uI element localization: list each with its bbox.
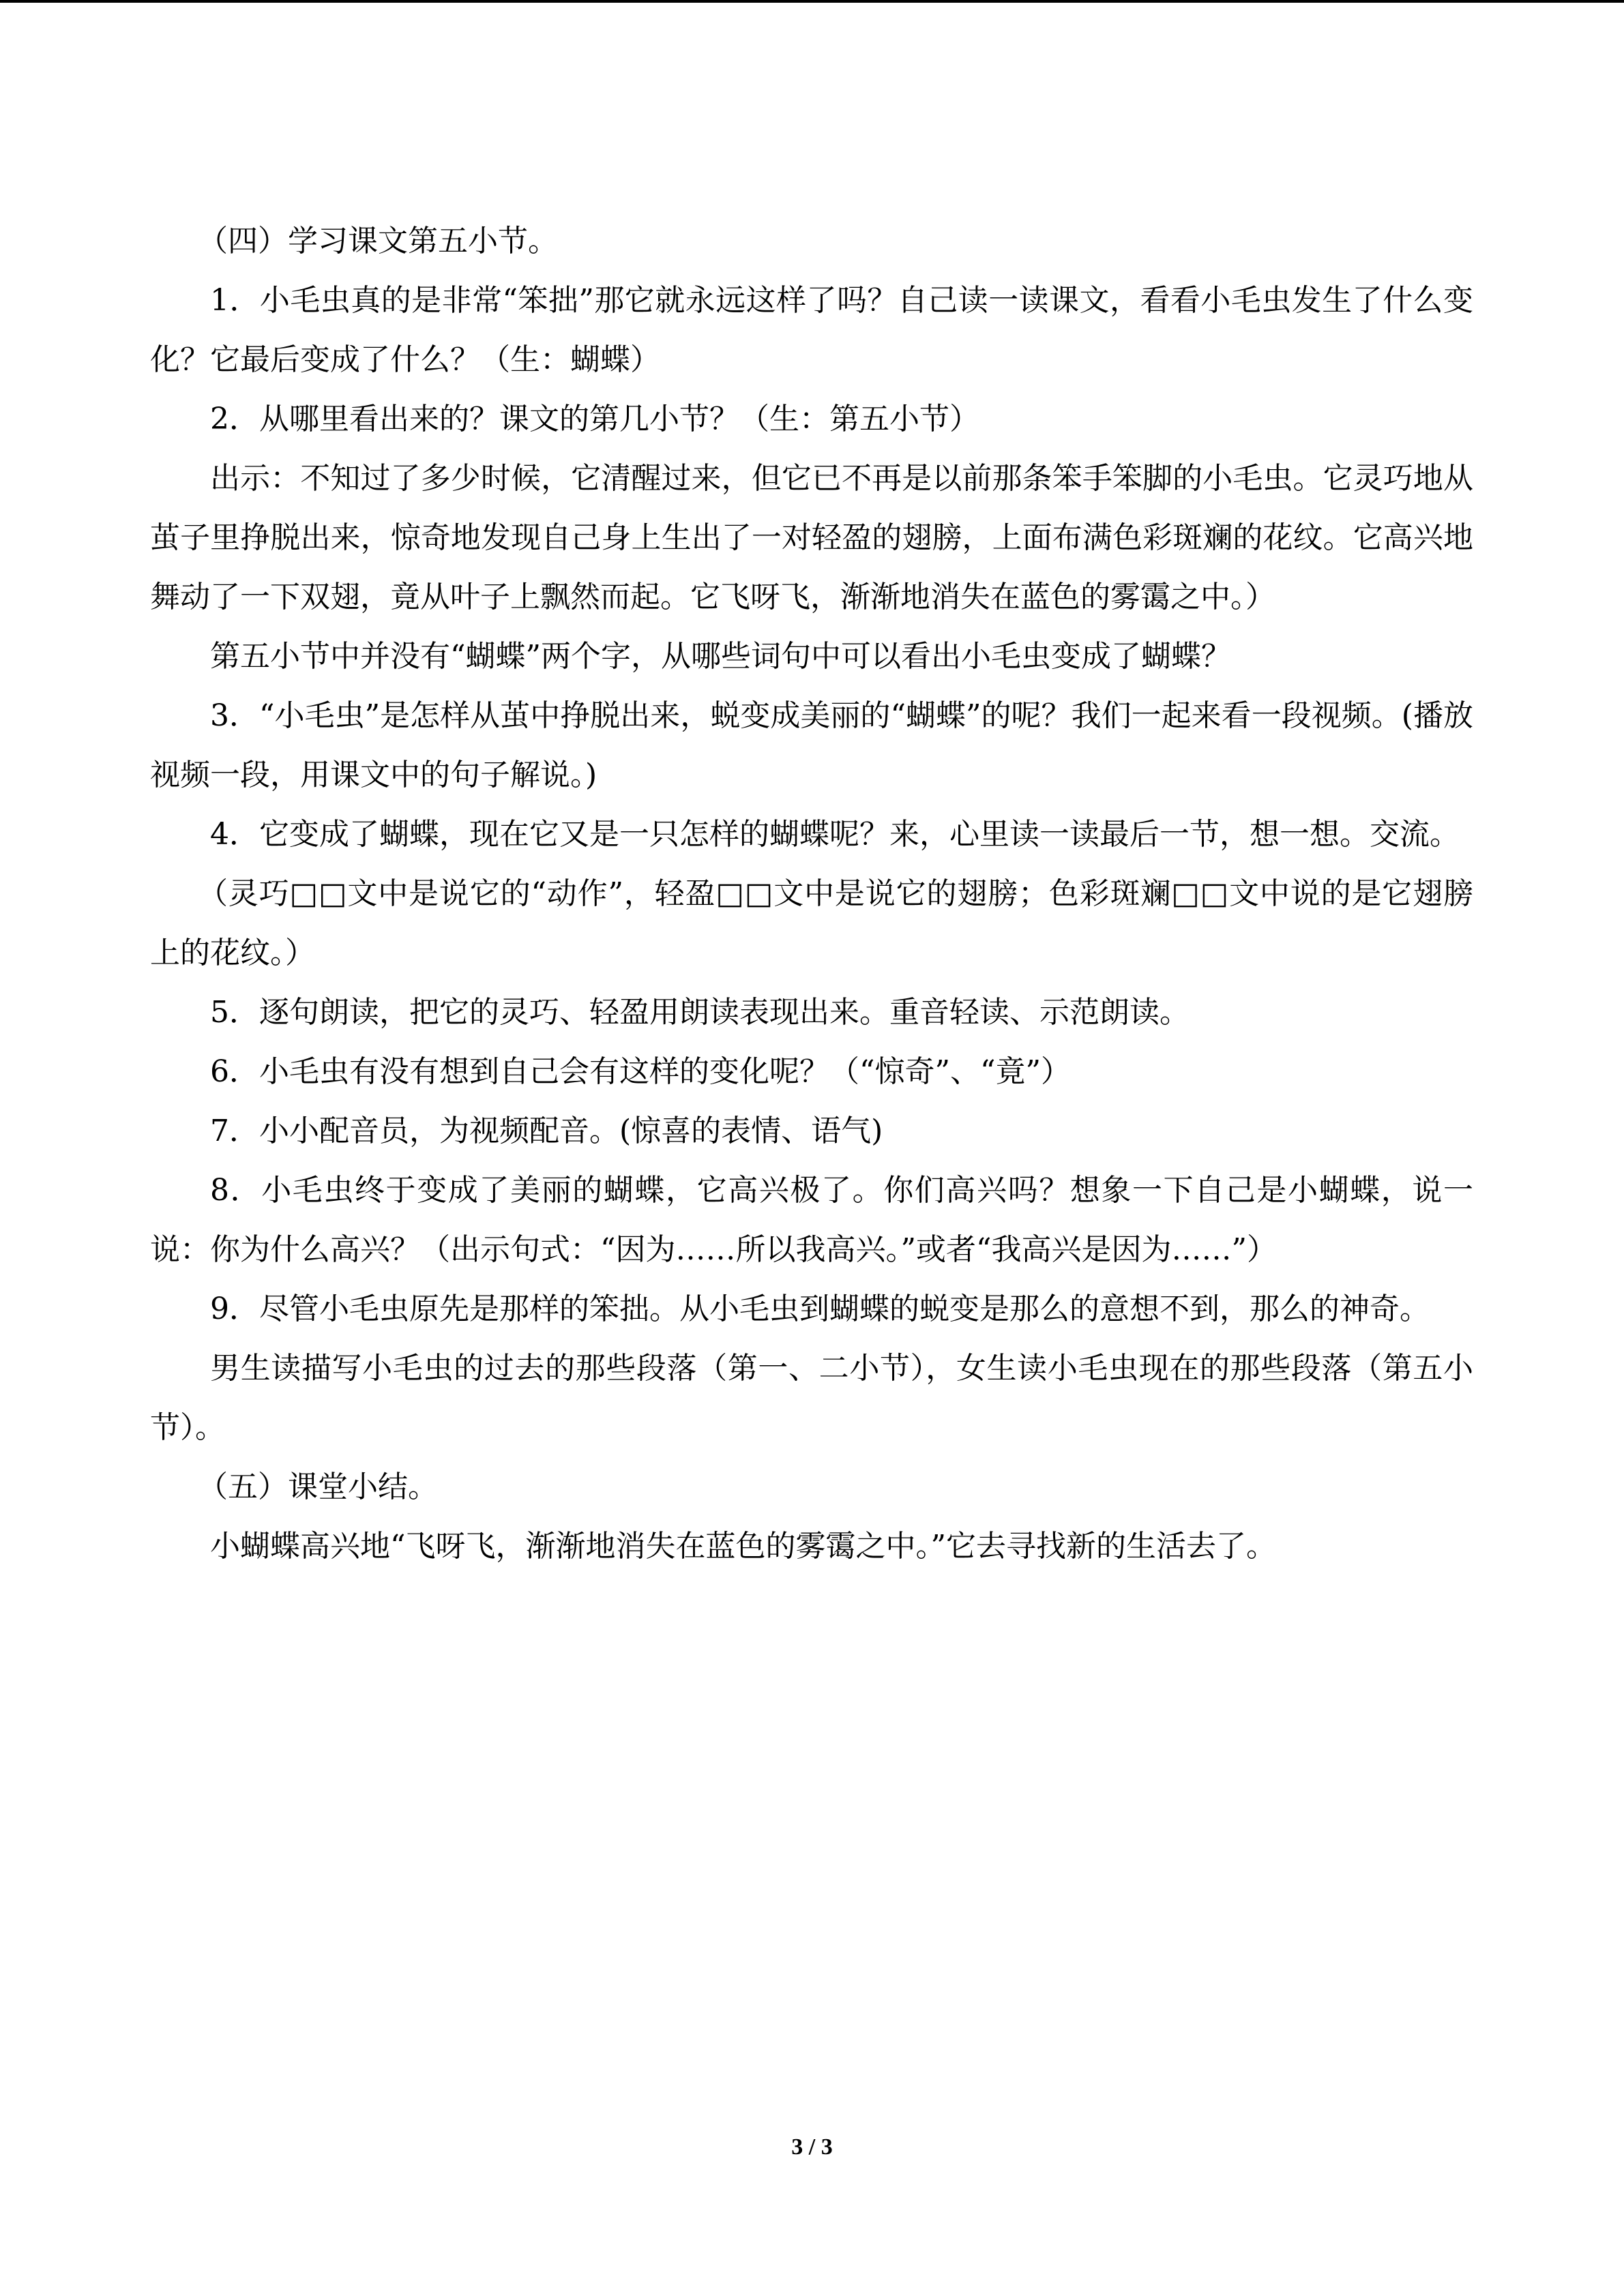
paragraph-item-3: 3．“小毛虫”是怎样从茧中挣脱出来，蜕变成美丽的“蝴蝶”的呢？我们一起来看一段视频。(播放视频一段，用课文中的句子解说。) — [150, 698, 1473, 792]
paragraph-explanation: （灵巧□□文中是说它的“动作”，轻盈□□文中是说它的翅膀；色彩斑斓□□文中说的是它翅膀上的花纹。） — [150, 876, 1473, 970]
paragraph-question: 第五小节中并没有“蝴蝶”两个字，从哪些词句中可以看出小毛虫变成了蝴蝶？ — [210, 639, 1231, 674]
document-body — [150, 211, 1473, 1576]
paragraph-item-7: 7．小小配音员，为视频配音。(惊喜的表情、语气) — [210, 1114, 883, 1148]
paragraph-quote: 出示：不知过了多少时候，它清醒过来，但它已不再是以前那条笨手笨脚的小毛虫。它灵巧地从茧子里挣脱出来，惊奇地发现自己身上生出了一对轻盈的翅膀，上面布满色彩斑斓的花纹。它高兴地舞动了一下双翅，竟从叶子上飘然而起。它飞呀飞，渐渐地消失在蓝色的雾霭之中。） — [150, 461, 1473, 614]
paragraph-item-6: 6．小毛虫有没有想到自己会有这样的变化呢？（“惊奇”、“竟”） — [210, 1054, 1071, 1089]
section-heading-4: （四）学习课文第五小节。 — [198, 224, 558, 258]
paragraph-item-2: 2．从哪里看出来的？课文的第几小节？（生：第五小节） — [210, 402, 979, 436]
paragraph-item-1: 1．小毛虫真的是非常“笨拙”那它就永远这样了吗？自己读一读课文，看看小毛虫发生了什么变化？它最后变成了什么？（生：蝴蝶） — [150, 283, 1473, 377]
paragraph-summary: 小蝴蝶高兴地“飞呀飞，渐渐地消失在蓝色的雾霭之中。”它去寻找新的生活去了。 — [210, 1529, 1276, 1564]
paragraph-item-9: 9．尽管小毛虫原先是那样的笨拙。从小毛虫到蝴蝶的蜕变是那么的意想不到，那么的神奇。 — [210, 1292, 1430, 1326]
page-number: 3 / 3 — [791, 2134, 833, 2160]
paragraph-item-8: 8．小毛虫终于变成了美丽的蝴蝶，它高兴极了。你们高兴吗？想象一下自己是小蝴蝶，说一说：你为什么高兴？（出示句式：“因为……所以我高兴。”或者“我高兴是因为……”） — [150, 1173, 1473, 1267]
paragraph-reading: 男生读描写小毛虫的过去的那些段落（第一、二小节），女生读小毛虫现在的那些段落（第五小节）。 — [150, 1351, 1473, 1445]
paragraph-item-5: 5．逐句朗读，把它的灵巧、轻盈用朗读表现出来。重音轻读、示范朗读。 — [210, 995, 1190, 1030]
section-heading-5: （五）课堂小结。 — [198, 1470, 438, 1504]
paragraph-item-4: 4．它变成了蝴蝶，现在它又是一只怎样的蝴蝶呢？来，心里读一读最后一节，想一想。交流。 — [210, 817, 1460, 852]
top-border-line — [0, 0, 1624, 3]
